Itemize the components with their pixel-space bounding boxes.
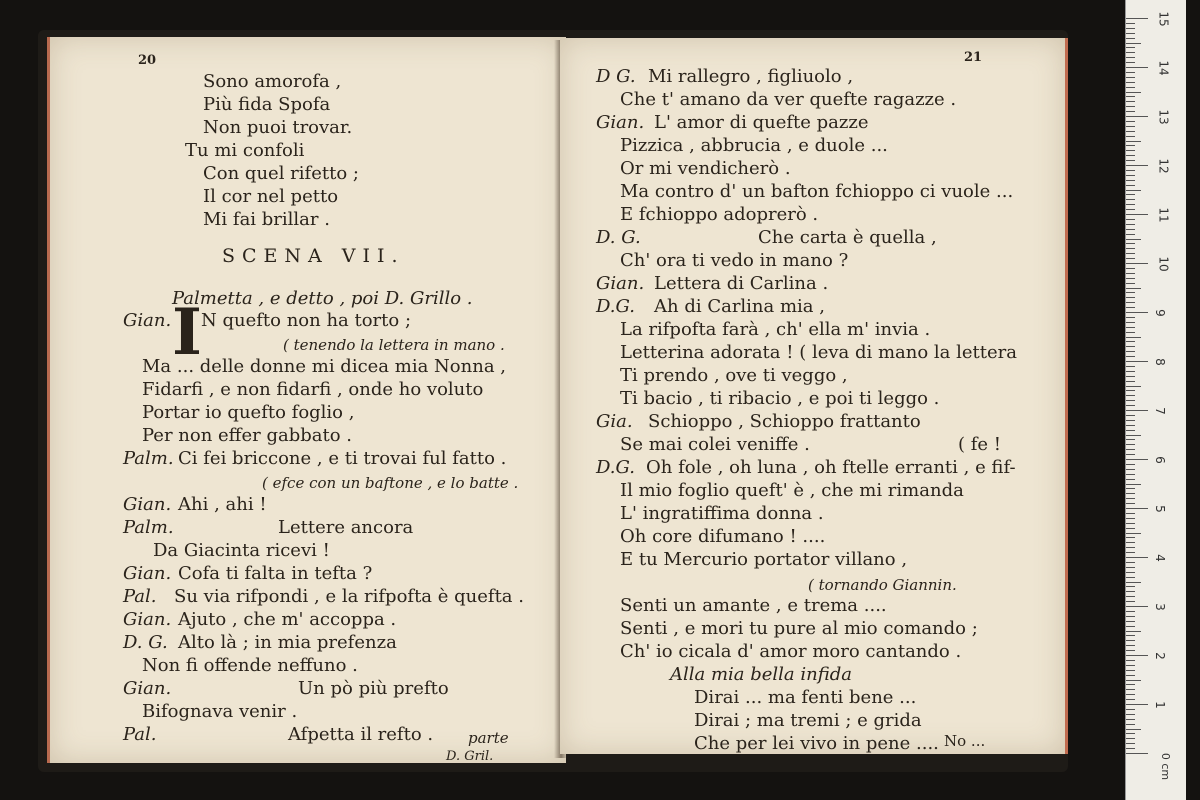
ruler-tick <box>1126 224 1135 225</box>
ruler-tick <box>1126 552 1135 553</box>
speaker-label: Gian. <box>596 112 645 133</box>
dialogue-line: Portar io quefto foglio , <box>142 402 355 423</box>
ruler-number: 6 <box>1152 456 1167 464</box>
ruler-tick <box>1126 47 1135 48</box>
ruler-tick <box>1126 18 1148 19</box>
ruler-tick <box>1126 660 1135 661</box>
speaker-label: Palm. <box>123 517 174 538</box>
ruler-tick <box>1126 694 1135 695</box>
ruler-tick <box>1126 582 1141 583</box>
dialogue-line: Bifognava venir . <box>142 701 298 722</box>
speaker-label: D.G. <box>596 457 635 478</box>
ruler-tick <box>1126 479 1135 480</box>
ruler-tick <box>1126 136 1135 137</box>
dialogue-line: Da Giacinta ricevi ! <box>153 540 330 561</box>
ruler-tick <box>1126 601 1135 602</box>
ruler-tick <box>1126 626 1135 627</box>
dialogue-line: Non fi offende neffuno . <box>142 655 358 676</box>
dialogue-line: Il mio foglio queft' è , che mi rimanda <box>620 480 964 501</box>
ruler-tick <box>1126 743 1135 744</box>
ruler-tick <box>1126 327 1135 328</box>
ruler-tick <box>1126 729 1141 730</box>
ruler-tick <box>1126 474 1135 475</box>
ruler-tick <box>1126 675 1135 676</box>
ruler-tick <box>1126 62 1135 63</box>
ruler-tick <box>1126 111 1135 112</box>
dialogue-line: Alto là ; in mia prefenza <box>178 632 397 653</box>
dialogue-line: L' amor di quefte pazze <box>654 112 869 133</box>
ruler-tick <box>1126 229 1135 230</box>
ruler-tick <box>1126 371 1135 372</box>
ruler-number: 13 <box>1156 109 1171 125</box>
ruler-tick <box>1126 405 1135 406</box>
ruler-tick <box>1126 635 1135 636</box>
stage-direction: ( efce con un baftone , e lo batte . <box>262 474 519 492</box>
ruler-tick <box>1126 390 1135 391</box>
speaker-label: Pal. <box>123 724 157 745</box>
ruler-tick <box>1126 533 1141 534</box>
ruler-tick <box>1126 464 1135 465</box>
dialogue-line: Ci fei briccone , e ti trovai ful fatto . <box>178 448 507 469</box>
left-page <box>47 37 566 763</box>
dialogue-line: Cofa ti falta in tefta ? <box>178 563 373 584</box>
ruler-number: 8 <box>1152 358 1167 366</box>
ruler-tick <box>1126 273 1135 274</box>
dialogue-line: Oh core difumano ! .... <box>620 526 826 547</box>
page-number-right: 21 <box>964 50 983 65</box>
ruler-tick <box>1126 258 1135 259</box>
ruler-number: 9 <box>1152 309 1167 317</box>
speaker-label: D.G. <box>596 296 635 317</box>
ruler-tick <box>1126 425 1135 426</box>
ruler-tick <box>1126 513 1135 514</box>
drop-cap: I <box>172 295 202 370</box>
ruler-tick <box>1126 239 1141 240</box>
ruler-tick <box>1126 670 1135 671</box>
ruler-tick <box>1126 459 1148 460</box>
ruler-tick <box>1126 204 1135 205</box>
ruler-tick <box>1126 616 1135 617</box>
ruler-tick <box>1126 131 1135 132</box>
ruler-tick <box>1126 430 1135 431</box>
verse-line: Più fida Spofa <box>203 94 331 115</box>
ruler-tick <box>1126 190 1141 191</box>
ruler-tick <box>1126 665 1135 666</box>
verse-line: Mi fai brillar . <box>203 209 330 230</box>
ruler-tick <box>1126 317 1135 318</box>
dialogue-line: Or mi vendicherò . <box>620 158 791 179</box>
speaker-label: D. G. <box>123 632 168 653</box>
ruler-tick <box>1126 449 1135 450</box>
ruler-tick <box>1126 302 1135 303</box>
ruler-tick <box>1126 503 1135 504</box>
ruler-tick <box>1126 356 1135 357</box>
ruler-tick <box>1126 537 1135 538</box>
ruler-tick <box>1126 400 1135 401</box>
ruler-tick <box>1126 444 1135 445</box>
ruler-tick <box>1126 733 1135 734</box>
speaker-label: Gian. <box>123 310 172 331</box>
ruler-tick <box>1126 351 1135 352</box>
ruler-tick <box>1126 82 1135 83</box>
ruler-tick <box>1126 116 1148 117</box>
ruler-tick <box>1126 650 1135 651</box>
ruler-tick <box>1126 185 1135 186</box>
ruler-tick <box>1126 631 1141 632</box>
ruler-tick <box>1126 655 1148 656</box>
ruler-tick <box>1126 508 1148 509</box>
ruler-tick <box>1126 199 1135 200</box>
ruler-tick <box>1126 469 1135 470</box>
measuring-ruler <box>1125 0 1186 800</box>
ruler-tick <box>1126 209 1135 210</box>
ruler-number: 2 <box>1152 652 1167 660</box>
ruler-tick <box>1126 606 1148 607</box>
dialogue-line: Ti prendo , ove ti veggo , <box>620 365 848 386</box>
ruler-tick <box>1126 542 1135 543</box>
ruler-tick <box>1126 288 1141 289</box>
ruler-tick <box>1126 689 1135 690</box>
ruler-tick <box>1126 170 1135 171</box>
ruler-tick <box>1126 528 1135 529</box>
speaker-label: Palm. <box>123 448 174 469</box>
ruler-tick <box>1126 43 1141 44</box>
ruler-tick <box>1126 101 1135 102</box>
ruler-tick <box>1126 141 1141 142</box>
verse-line: Con quel rifetto ; <box>203 163 359 184</box>
stage-direction: ( fe ! <box>958 434 1002 455</box>
ruler-number: 3 <box>1152 603 1167 611</box>
speaker-label: D G. <box>596 66 636 87</box>
ruler-tick <box>1126 297 1135 298</box>
ruler-tick <box>1126 680 1141 681</box>
ruler-tick <box>1126 493 1135 494</box>
ruler-tick <box>1126 415 1135 416</box>
ruler-tick <box>1126 175 1135 176</box>
ruler-tick <box>1126 724 1135 725</box>
ruler-number: 15 <box>1156 11 1171 27</box>
ruler-tick <box>1126 562 1135 563</box>
ruler-tick <box>1126 596 1135 597</box>
dialogue-line: Per non effer gabbato . <box>142 425 352 446</box>
dialogue-line: Schioppo , Schioppo frattanto <box>648 411 921 432</box>
dialogue-line: Ah di Carlina mia , <box>654 296 825 317</box>
speaker-label: Gian. <box>123 494 172 515</box>
ruler-tick <box>1126 518 1135 519</box>
dialogue-line: Senti un amante , e trema .... <box>620 595 887 616</box>
dialogue-line: Ajuto , che m' accoppa . <box>178 609 397 630</box>
ruler-tick <box>1126 684 1135 685</box>
ruler-tick <box>1126 640 1135 641</box>
dialogue-line: L' ingratiffima donna . <box>620 503 824 524</box>
ruler-tick <box>1126 96 1135 97</box>
ruler-tick <box>1126 92 1141 93</box>
dialogue-line: Lettere ancora <box>278 517 414 538</box>
dialogue-line: Su via rifpondi , e la rifpofta è quefta . <box>174 586 524 607</box>
ruler-tick <box>1126 77 1135 78</box>
dialogue-line: Senti , e mori tu pure al mio comando ; <box>620 618 978 639</box>
ruler-tick <box>1126 180 1135 181</box>
ruler-tick <box>1126 738 1135 739</box>
ruler-tick <box>1126 567 1135 568</box>
ruler-tick <box>1126 753 1148 754</box>
speaker-label: Gian. <box>596 273 645 294</box>
stage-direction: D. Gril. <box>446 749 494 764</box>
ruler-tick <box>1126 87 1135 88</box>
dialogue-line: Un pò più prefto <box>298 678 449 699</box>
dialogue-line: La rifpofta farà , ch' ella m' invia . <box>620 319 931 340</box>
ruler-number: 12 <box>1156 158 1171 174</box>
ruler-tick <box>1126 57 1135 58</box>
ruler-tick <box>1126 322 1135 323</box>
ruler-tick <box>1126 38 1135 39</box>
ruler-tick <box>1126 67 1148 68</box>
ruler-tick <box>1126 714 1135 715</box>
dialogue-line: Ti bacio , ti ribacio , e poi ti leggo . <box>620 388 940 409</box>
dialogue-line: Letterina adorata ! ( leva di mano la lettera <box>620 342 1018 363</box>
ruler-tick <box>1126 155 1135 156</box>
ruler-tick <box>1126 219 1135 220</box>
ruler-tick <box>1126 341 1135 342</box>
ruler-number: 7 <box>1152 407 1167 415</box>
dialogue-line: Alla mia bella infida <box>670 664 852 685</box>
ruler-tick <box>1126 699 1135 700</box>
ruler-tick <box>1126 121 1135 122</box>
dialogue-line: N quefto non ha torto ; <box>201 310 412 331</box>
dialogue-line: Fidarfi , e non fidarfi , onde ho voluto <box>142 379 484 400</box>
ruler-tick <box>1126 283 1135 284</box>
ruler-tick <box>1126 376 1135 377</box>
ruler-tick <box>1126 337 1141 338</box>
dialogue-line: Ahi , ahi ! <box>178 494 267 515</box>
ruler-tick <box>1126 381 1135 382</box>
dialogue-line: Se mai colei veniffe . <box>620 434 810 455</box>
ruler-tick <box>1126 366 1135 367</box>
ruler-tick <box>1126 248 1135 249</box>
ruler-tick <box>1126 395 1135 396</box>
dialogue-line: Che carta è quella , <box>758 227 937 248</box>
scene-title: SCENA VII. <box>222 245 405 267</box>
ruler-number: 1 <box>1152 701 1167 709</box>
ruler-tick <box>1126 435 1141 436</box>
stage-direction: parte <box>468 729 509 747</box>
ruler-number: 5 <box>1152 505 1167 513</box>
ruler-tick <box>1126 52 1135 53</box>
ruler-tick <box>1126 126 1135 127</box>
ruler-tick <box>1126 420 1135 421</box>
ruler-tick <box>1126 410 1148 411</box>
ruler-tick <box>1126 33 1135 34</box>
dialogue-line: Che per lei vivo in pene .... <box>694 733 939 754</box>
ruler-tick <box>1126 214 1148 215</box>
ruler-tick <box>1126 243 1135 244</box>
verse-line: Il cor nel petto <box>203 186 339 207</box>
speaker-label: D. G. <box>596 227 641 248</box>
ruler-tick <box>1126 72 1135 73</box>
ruler-tick <box>1126 361 1148 362</box>
ruler-tick <box>1126 165 1148 166</box>
page-number-left: 20 <box>138 53 157 68</box>
ruler-tick <box>1126 234 1135 235</box>
dialogue-line: Lettera di Carlina . <box>654 273 829 294</box>
dialogue-line: Oh fole , oh luna , oh ftelle erranti , e fif- <box>646 457 1016 478</box>
ruler-tick <box>1126 498 1135 499</box>
ruler-unit: 0 cm <box>1159 752 1173 781</box>
dialogue-line: Ch' io cicala d' amor moro cantando . <box>620 641 962 662</box>
speaker-label: Gian. <box>123 678 172 699</box>
ruler-tick <box>1126 253 1135 254</box>
ruler-tick <box>1126 346 1135 347</box>
ruler-tick <box>1126 547 1135 548</box>
stage-direction: ( tornando Giannin. <box>808 576 957 594</box>
ruler-tick <box>1126 106 1135 107</box>
speaker-label: Pal. <box>123 586 157 607</box>
verse-line: Tu mi confoli <box>185 140 305 161</box>
ruler-tick <box>1126 621 1135 622</box>
ruler-tick <box>1126 292 1135 293</box>
dialogue-line: E tu Mercurio portator villano , <box>620 549 908 570</box>
ruler-tick <box>1126 145 1135 146</box>
dialogue-line: Ma ... delle donne mi dicea mia Nonna , <box>142 356 506 377</box>
dialogue-line: Dirai ... ma fenti bene ... <box>694 687 917 708</box>
ruler-tick <box>1126 268 1135 269</box>
ruler-tick <box>1126 709 1135 710</box>
ruler-tick <box>1126 484 1141 485</box>
ruler-tick <box>1126 332 1135 333</box>
ruler-tick <box>1126 748 1135 749</box>
scene-cast: Palmetta , e detto , poi D. Grillo . <box>172 288 473 309</box>
verse-line: Sono amorofa , <box>203 71 342 92</box>
ruler-number: 4 <box>1152 554 1167 562</box>
verse-line: Non puoi trovar. <box>203 117 353 138</box>
ruler-tick <box>1126 28 1135 29</box>
ruler-tick <box>1126 278 1135 279</box>
ruler-tick <box>1126 586 1135 587</box>
dialogue-line: Che t' amano da ver quefte ragazze . <box>620 89 957 110</box>
ruler-tick <box>1126 577 1135 578</box>
right-page <box>560 38 1068 754</box>
ruler-tick <box>1126 439 1135 440</box>
ruler-number: 10 <box>1156 256 1171 272</box>
ruler-tick <box>1126 719 1135 720</box>
speaker-label: Gian. <box>123 563 172 584</box>
ruler-tick <box>1126 312 1148 313</box>
speaker-label: Gia. <box>596 411 633 432</box>
speaker-label: Gian. <box>123 609 172 630</box>
ruler-tick <box>1126 704 1148 705</box>
ruler-tick <box>1126 591 1135 592</box>
ruler-tick <box>1126 488 1135 489</box>
ruler-tick <box>1126 307 1135 308</box>
dialogue-line: Ch' ora ti vedo in mano ? <box>620 250 849 271</box>
ruler-tick <box>1126 557 1148 558</box>
ruler-tick <box>1126 263 1148 264</box>
ruler-tick <box>1126 523 1135 524</box>
ruler-tick <box>1126 386 1141 387</box>
dialogue-line: Ma contro d' un bafton fchioppo ci vuole ... <box>620 181 1014 202</box>
ruler-tick <box>1126 572 1135 573</box>
ruler-tick <box>1126 160 1135 161</box>
ruler-number: 11 <box>1156 207 1171 223</box>
ruler-tick <box>1126 23 1135 24</box>
dialogue-line: Afpetta il refto . <box>288 724 434 745</box>
ruler-tick <box>1126 454 1135 455</box>
ruler-tick <box>1126 645 1135 646</box>
dialogue-line: Pizzica , abbrucia , e duole ... <box>620 135 888 156</box>
ruler-tick <box>1126 611 1135 612</box>
dialogue-line: Dirai ; ma tremi ; e grida <box>694 710 922 731</box>
catchword: No ... <box>944 732 986 750</box>
ruler-tick <box>1126 150 1135 151</box>
ruler-tick <box>1126 194 1135 195</box>
dialogue-line: E fchioppo adoprerò . <box>620 204 819 225</box>
stage-direction: ( tenendo la lettera in mano . <box>283 336 505 354</box>
dialogue-line: Mi rallegro , figliuolo , <box>648 66 854 87</box>
ruler-number: 14 <box>1156 60 1171 76</box>
